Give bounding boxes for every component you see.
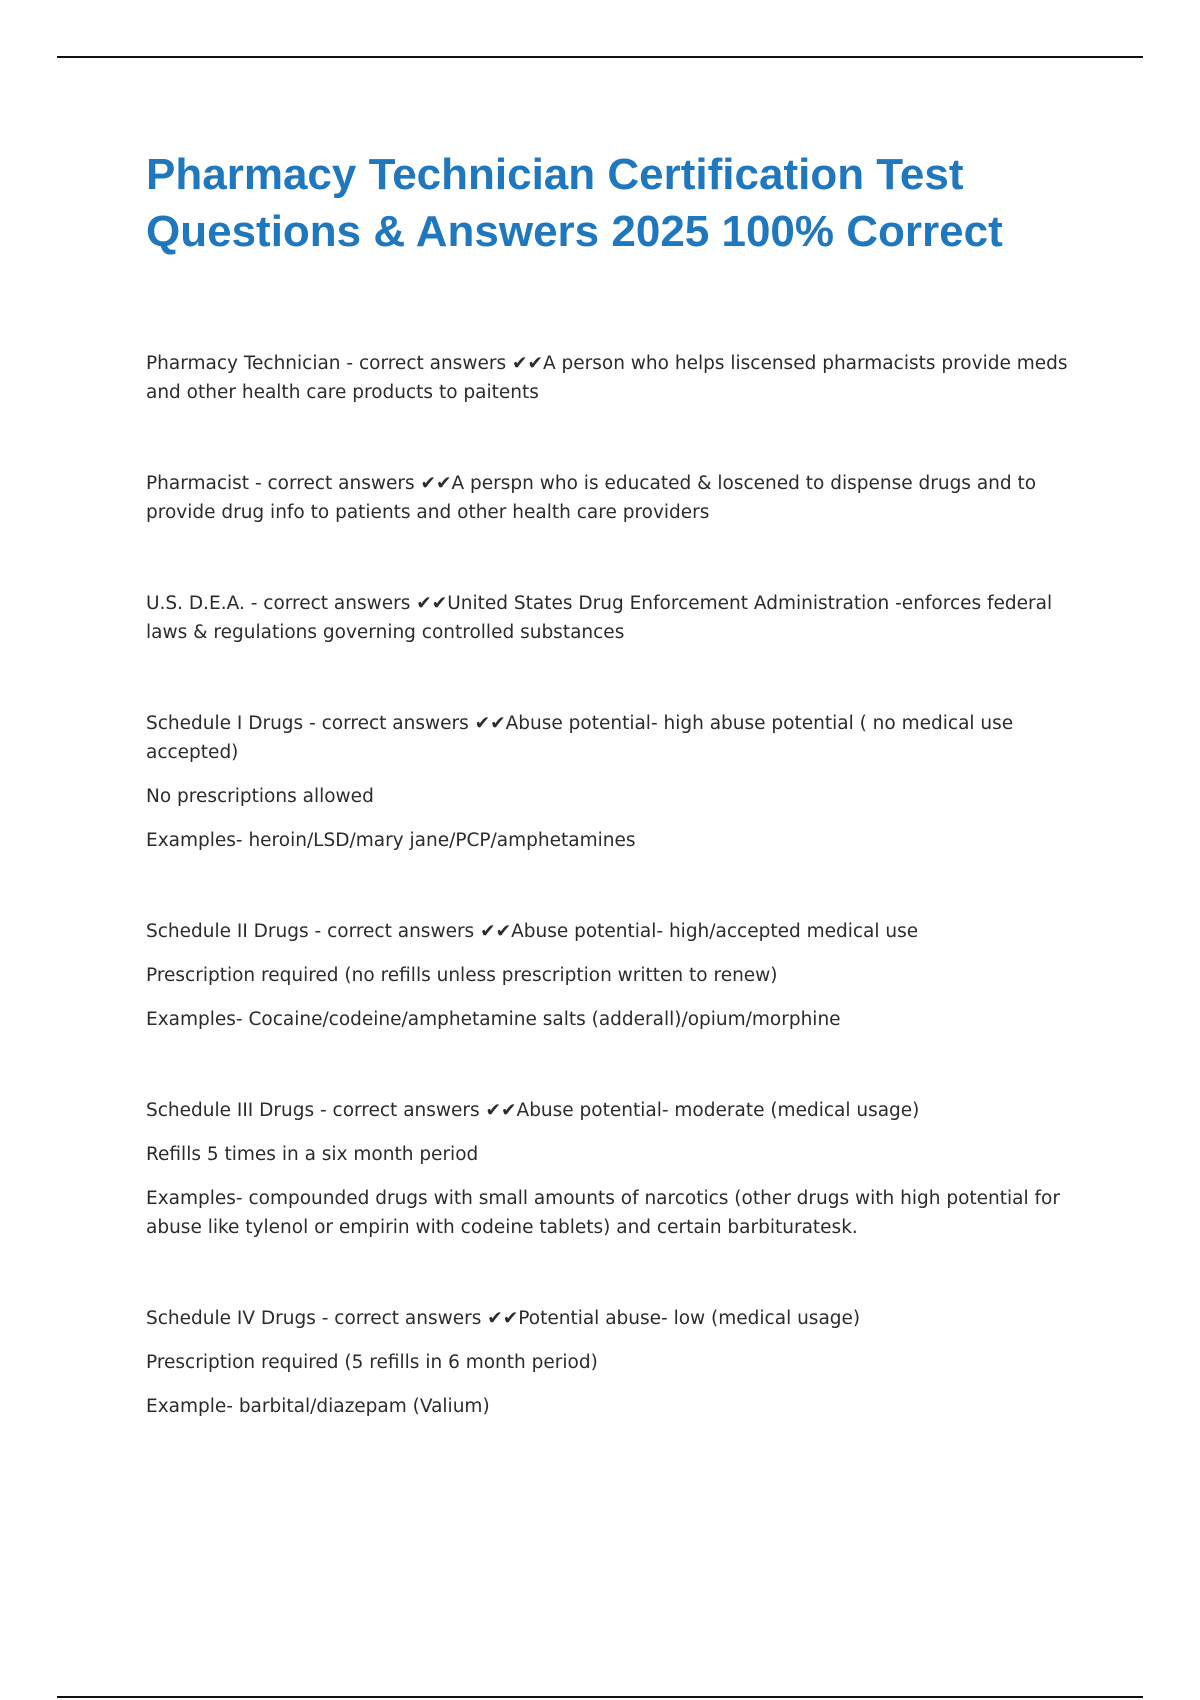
qa-text: Examples- compounded drugs with small amounts of narcotics (other drugs with high potential for abuse like tylenol or empirin with codeine tablets) and certain barbituratesk. xyxy=(146,1188,1060,1238)
qa-text: Prescription required (5 refills in 6 month period) xyxy=(146,1352,598,1373)
qa-text: U.S. D.E.A. - correct answers ✔✔United States Drug Enforcement Administration -enforces federal laws & regulations governing controlled substances xyxy=(146,593,1053,643)
title-line-2: Questions & Answers 2025 100% Correct xyxy=(146,207,1003,256)
qa-text: Schedule IV Drugs - correct answers ✔✔Potential abuse- low (medical usage) xyxy=(146,1308,861,1329)
qa-text: Examples- Cocaine/codeine/amphetamine salts (adderall)/opium/morphine xyxy=(146,1009,841,1030)
qa-text: Refills 5 times in a six month period xyxy=(146,1144,479,1165)
qa-text: Prescription required (no refills unless prescription written to renew) xyxy=(146,965,778,986)
qa-text: Examples- heroin/LSD/mary jane/PCP/amphetamines xyxy=(146,830,636,851)
title-line-1: Pharmacy Technician Certification Test xyxy=(146,150,964,199)
qa-text: Schedule III Drugs - correct answers ✔✔Abuse potential- moderate (medical usage) xyxy=(146,1100,920,1121)
qa-entry xyxy=(146,917,1091,1034)
document-title xyxy=(146,146,1091,260)
qa-entry xyxy=(146,469,1091,527)
footer-rule xyxy=(57,1696,1143,1698)
qa-text: No prescriptions allowed xyxy=(146,786,374,807)
header-rule xyxy=(57,56,1143,58)
qa-entry xyxy=(146,1096,1091,1242)
qa-entry xyxy=(146,1304,1091,1421)
qa-text: Pharmacy Technician - correct answers ✔✔A person who helps liscensed pharmacists provide meds and other health care products to paitents xyxy=(146,353,1068,403)
qa-text: Schedule I Drugs - correct answers ✔✔Abuse potential- high abuse potential ( no medical use accepted) xyxy=(146,713,1014,763)
qa-list xyxy=(146,349,1091,1421)
qa-entry xyxy=(146,589,1091,647)
document-body xyxy=(146,146,1091,1483)
qa-entry xyxy=(146,709,1091,855)
qa-text: Schedule II Drugs - correct answers ✔✔Abuse potential- high/accepted medical use xyxy=(146,921,919,942)
qa-text: Example- barbital/diazepam (Valium) xyxy=(146,1396,490,1417)
qa-text: Pharmacist - correct answers ✔✔A perspn who is educated & loscened to dispense drugs and to provide drug info to patients and other health care providers xyxy=(146,473,1037,523)
qa-entry xyxy=(146,349,1091,407)
